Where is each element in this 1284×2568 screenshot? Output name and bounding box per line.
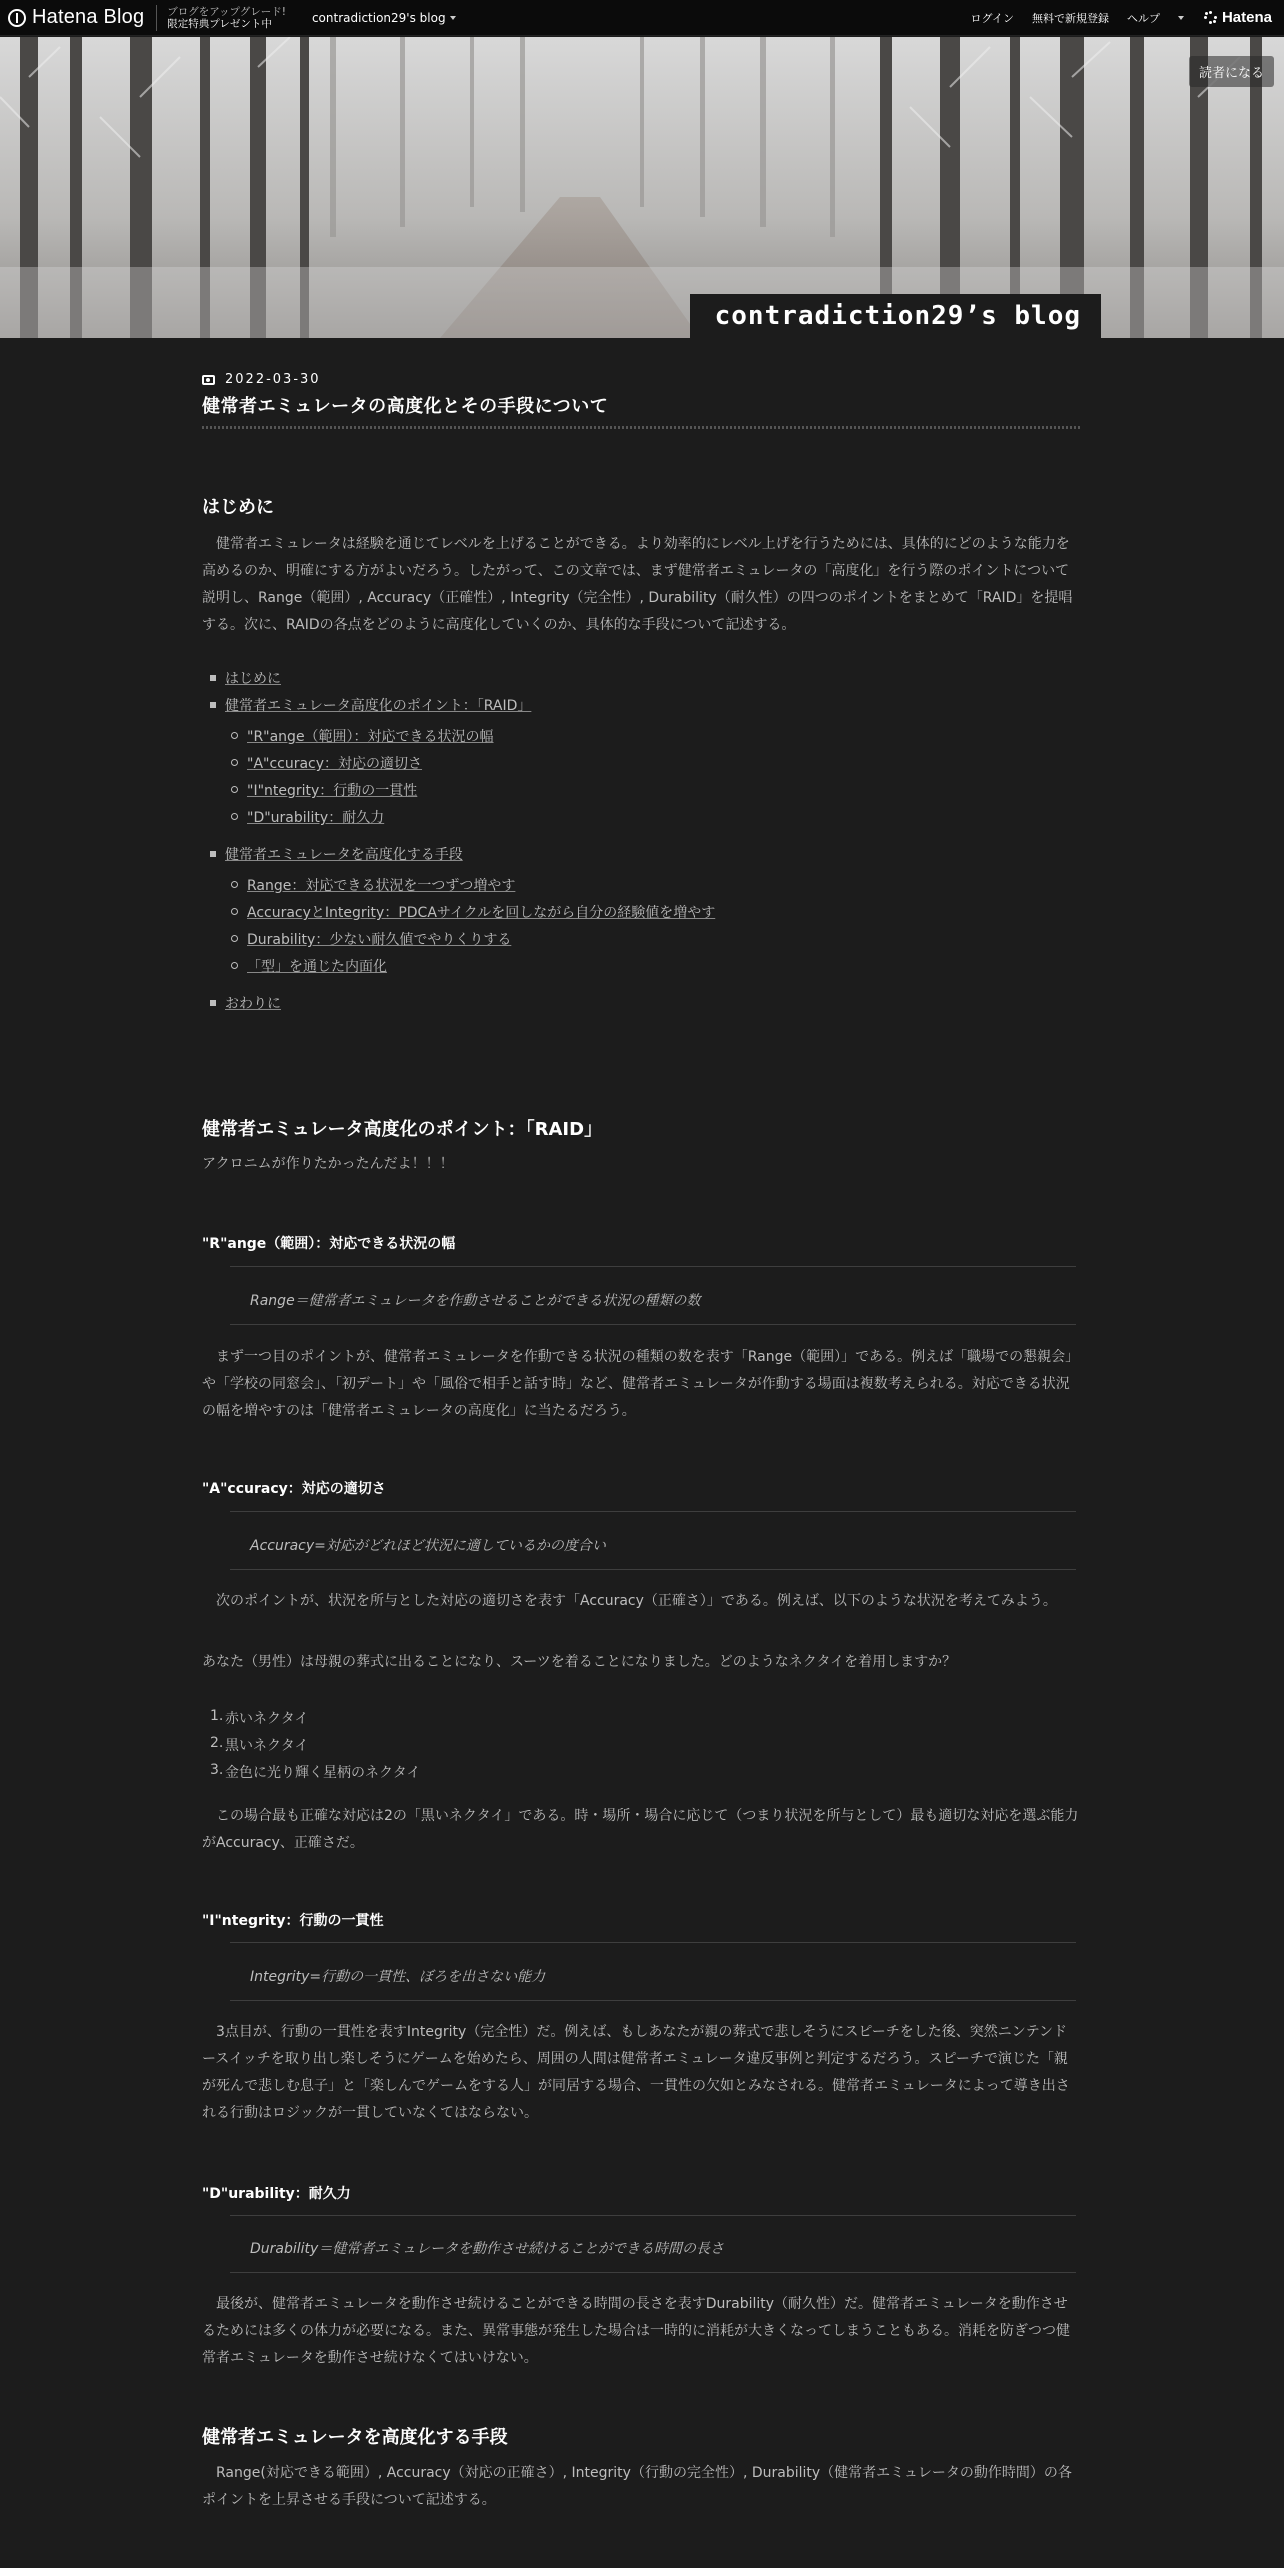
toc-item[interactable]: "A"ccuracy：対応の適切さ <box>247 756 423 772</box>
toc-item[interactable]: "I"ntegrity：行動の一貫性 <box>247 783 418 799</box>
promo-line-1: ブログをアップグレード! <box>167 5 286 18</box>
toc-item[interactable]: "D"urability：耐久力 <box>247 810 385 826</box>
integrity-quote: Integrity=行動の一貫性、ぼろを出さない能力 <box>250 1969 546 1985</box>
toc-item[interactable]: AccuracyとIntegrity：PDCAサイクルを回しながら自分の経験値を増やす <box>247 905 716 921</box>
list-item: 金色に光り輝く星柄のネクタイ <box>225 1765 421 1781</box>
hatena-blog-mark-icon <box>8 9 26 27</box>
toc-sub-bullet <box>231 786 238 793</box>
toc-sub-bullet <box>231 881 238 888</box>
heading-range: "R"ange（範囲）：対応できる状況の幅 <box>202 1236 456 1252</box>
means-paragraph: Range(対応できる範囲）, Accuracy（対応の正確さ）, Integrity（行動の完全性）, Durability（健常者エミュレータの動作時間）の各ポイントを上昇させる手段について記述する。 <box>202 2465 1072 2508</box>
camera-icon <box>202 375 215 385</box>
tie-options-list <box>202 1708 1080 1788</box>
login-link[interactable]: ログイン <box>970 11 1014 25</box>
divider <box>230 2000 1076 2001</box>
toc-sub-bullet <box>231 962 238 969</box>
heading-durability: "D"urability：耐久力 <box>202 2186 351 2202</box>
upgrade-promo-link[interactable] <box>156 5 286 31</box>
toc-bullet <box>210 1000 216 1006</box>
range-quote: Range＝健常者エミュレータを作動させることができる状況の種類の数 <box>250 1293 701 1309</box>
hatena-global-header <box>0 0 1284 36</box>
divider <box>230 1266 1076 1267</box>
list-number: 2. <box>210 1735 224 1751</box>
durability-quote: Durability＝健常者エミュレータを動作させ続けることができる時間の長さ <box>250 2241 725 2257</box>
hatena-logo[interactable] <box>1204 9 1272 26</box>
entry-date[interactable] <box>202 372 321 387</box>
entry-date-text: 2022-03-30 <box>225 372 321 387</box>
list-number: 1. <box>210 1708 224 1724</box>
divider <box>230 1324 1076 1325</box>
blog-menu-dropdown[interactable] <box>312 11 456 25</box>
intro-paragraph: 健常者エミュレータは経験を通じてレベルを上げることができる。より効率的にレベル上げを行うためには、具体的にどのような能力を高めるのか、明確にする方がよいだろう。したがって、この文章では、まず健常者エミュレータの「高度化」を行う際のポイントについて説明し、Range（範囲）, Accuracy（正確性）, Integrity（完全性）, Durability（耐久性）の四つのポイントをまとめて「RAID」を提唱する。次に、RAIDの各点をどのように高度化していくのか、具体的な手段について記述する。 <box>202 536 1073 633</box>
divider <box>230 1569 1076 1570</box>
toc-sub-bullet <box>231 908 238 915</box>
blog-menu-label: contradiction29's blog <box>311 10 446 25</box>
table-of-contents <box>202 668 1080 1368</box>
toc-sub-bullet <box>231 935 238 942</box>
brand-label: Hatena Blog <box>32 6 145 28</box>
toc-bullet <box>210 675 216 681</box>
signup-link[interactable]: 無料で新規登録 <box>1031 11 1109 25</box>
blog-title-link[interactable]: contradiction29’s blog <box>714 301 1081 331</box>
range-paragraph: まず一つ目のポイントが、健常者エミュレータを作動できる状況の種類の数を表す「Range（範囲）」である。例えば「職場での懇親会」や「学校の同窓会」、「初デート」や「風俗で相手と話す時」など、健常者エミュレータが作動する場面は複数考えられる。対応できる状況の幅を増やすのは「健常者エミュレータの高度化」に当たるだろう。 <box>202 1349 1080 1419</box>
toc-item[interactable]: 健常者エミュレータを高度化する手段 <box>225 847 463 863</box>
list-number: 3. <box>210 1762 224 1778</box>
toc-sub-bullet <box>231 732 238 739</box>
divider <box>230 2215 1076 2216</box>
accuracy-quote: Accuracy=対応がどれほど状況に適しているかの度合い <box>250 1538 606 1554</box>
toc-item[interactable]: おわりに <box>225 996 281 1012</box>
hatena-dots-icon <box>1204 11 1218 25</box>
promo-line-2: 限定特典プレゼント中 <box>167 17 272 30</box>
toc-item[interactable]: Range：対応できる状況を一つずつ増やす <box>247 878 516 894</box>
subscribe-button[interactable]: 読者になる <box>1189 56 1274 87</box>
blog-title-box <box>690 294 1101 338</box>
toc-item[interactable]: 「型」を通じた内面化 <box>247 959 387 975</box>
heading-intro: はじめに <box>202 497 274 518</box>
title-divider <box>202 426 1080 429</box>
toc-sub-bullet <box>231 813 238 820</box>
hatena-blog-logo[interactable] <box>8 0 144 36</box>
toc-item[interactable]: "R"ange（範囲）：対応できる状況の幅 <box>247 729 494 745</box>
integrity-paragraph: 3点目が、行動の一貫性を表すIntegrity（完全性）だ。例えば、もしあなたが親の葬式で悲しそうにスピーチをした後、突然ニンテンドースイッチを取り出し楽しそうにゲームを始めたら、周囲の人間は健常者エミュレータ違反事例と判定するだろう。スピーチで演じた「親が死んで悲しむ息子」と「楽しんでゲームをする人」が同居する場合、一貫性の欠如とみなされる。健常者エミュレータによって導き出される行動はロジックが一貫していなくてはならない。 <box>202 2024 1070 2121</box>
accuracy-question: あなた（男性）は母親の葬式に出ることになり、スーツを着ることになりました。どのようなネクタイを着用しますか？ <box>202 1654 957 1670</box>
entry-title[interactable]: 健常者エミュレータの高度化とその手段について <box>202 396 609 417</box>
divider <box>230 1511 1076 1512</box>
heading-integrity: "I"ntegrity：行動の一貫性 <box>202 1913 384 1929</box>
toc-bullet <box>210 702 216 708</box>
accuracy-answer: この場合最も正確な対応は2の「黒いネクタイ」である。時・場所・場合に応じて（つまり状況を所与として）最も適切な対応を選ぶ能力がAccuracy、正確さだ。 <box>202 1808 1079 1851</box>
heading-means: 健常者エミュレータを高度化する手段 <box>202 2427 508 2448</box>
toc-item[interactable]: Durability：少ない耐久値でやりくりする <box>247 932 512 948</box>
toc-bullet <box>210 851 216 857</box>
toc-item[interactable]: はじめに <box>225 671 281 687</box>
blog-header-image <box>0 37 1284 338</box>
list-item: 赤いネクタイ <box>225 1711 309 1727</box>
divider <box>230 2272 1076 2273</box>
list-item: 黒いネクタイ <box>225 1738 309 1754</box>
divider <box>230 1942 1076 1943</box>
chevron-down-icon <box>450 16 456 20</box>
help-label: ヘルプ <box>1126 11 1160 25</box>
frosted-forest-image <box>0 37 1284 338</box>
raid-lead: アクロニムが作りたかったんだよ！！！ <box>202 1156 454 1172</box>
hatena-label: Hatena <box>1221 9 1272 26</box>
accuracy-paragraph: 次のポイントが、状況を所与とした対応の適切さを表す「Accuracy（正確さ）」である。例えば、以下のような状況を考えてみよう。 <box>216 1593 1057 1609</box>
heading-accuracy: "A"ccuracy：対応の適切さ <box>202 1481 386 1497</box>
heading-raid: 健常者エミュレータ高度化のポイント：「RAID」 <box>202 1119 603 1140</box>
chevron-down-icon <box>1178 16 1184 20</box>
toc-item[interactable]: 健常者エミュレータ高度化のポイント：「RAID」 <box>225 698 532 714</box>
help-menu[interactable] <box>1127 10 1184 26</box>
durability-paragraph: 最後が、健常者エミュレータを動作させ続けることができる時間の長さを表すDurability（耐久性）だ。健常者エミュレータを動作させるためには多くの体力が必要になる。また、異常事態が発生した場合は一時的に消耗が大きくなってしまうこともある。消耗を防ぎつつ健常者エミュレータを動作させ続けなくてはいけない。 <box>202 2296 1070 2366</box>
toc-sub-bullet <box>231 759 238 766</box>
